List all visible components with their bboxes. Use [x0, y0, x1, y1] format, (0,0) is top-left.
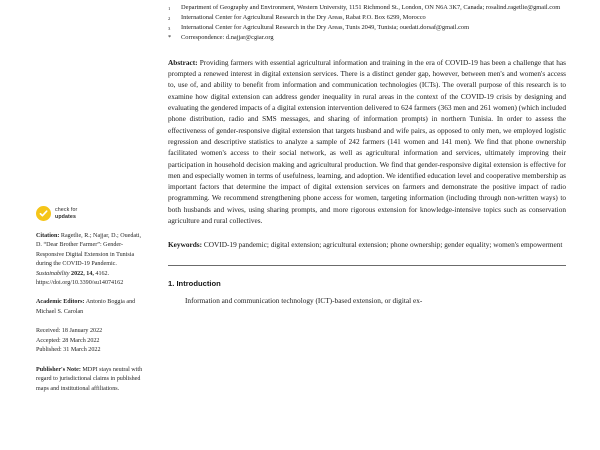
- updates-line-1: check for: [55, 207, 78, 214]
- abstract-text: Providing farmers with essential agricultural information and training in the era of COVID-19 has been a challenge that has prompted a renewed interest in digital extension services. There is a distinct gender gap, however, between men's and women's access to, use of, and ability to benefit from information and communication technologies (ICTs). The overall purpose of this research is to examine how digital extension can address gender inequality in rural areas in the context of the COVID-19 crisis by designing and evaluating the gendered impacts of a digital extension intervention delivered to 624 farmers (363 men and 261 women) (which included phone distribution, radio and SMS messages, and sharing of information prompts) in northern Tunisia. In order to assess the effectiveness of gender-responsive digital extension that targets husband and wife pairs, as opposed to only men, we employed logistic regression and descriptive statistics to analyze a sample of 242 farmers (141 women and 141 men). We find that phone ownership facilitated women's access to their social network, as well as agricultural information and services, ultimately improving their participation in household decision making and agricultural production. We find that gender-responsive digital extension is effective for men and especially women in terms of usefulness, learning, and adoption. We identified education level and cooperative membership as important factors that determine the impact of digital extension services on farmers and demonstrate the positive impact of radio programming. We recommend strengthening phone access for women, targeting information (including through non-written ways) to both husbands and wives, using sharing prompts, and more rigorous extension for knowledge-intensive topics such as conservation agriculture and rural collectives.: [168, 57, 566, 226]
- section-heading-introduction: 1. Introduction: [168, 278, 221, 288]
- affiliation-item: [168, 13, 566, 23]
- citation-doi[interactable]: 4162. https://doi.org/10.3390/su14074162: [36, 270, 124, 287]
- citation-authors: Ragetlie, R.; Najjar, D.; Ouedati, D. “Dear Brother Farmer”: Gender-Responsive Digital Extension in Tunisia during the COVID-19 Pandemic.: [36, 233, 142, 268]
- check-for-updates-label: [55, 207, 77, 219]
- sidebar: [36, 206, 148, 404]
- citation-journal: Sustainability: [36, 270, 70, 277]
- affiliations-list: [168, 3, 566, 43]
- abstract-section: [168, 57, 566, 226]
- publisher-note-label: Publisher's Note:: [36, 367, 81, 374]
- check-for-updates-badge[interactable]: [36, 206, 148, 221]
- academic-editors-names: Antonio Boggia and Michael S. Carolan: [36, 299, 136, 315]
- introduction-paragraph: Information and communication technology (ICT)-based extension, or digital ex-: [185, 295, 423, 305]
- check-circle-icon: [36, 206, 51, 221]
- keywords-text: COVID-19 pandemic; digital extension; agricultural extension; phone ownership; gender equality; women's empowerment: [202, 240, 563, 250]
- affiliation-marker: 2: [168, 15, 171, 21]
- affiliation-marker: 3: [168, 25, 171, 31]
- correspondence-item: [168, 33, 566, 43]
- affiliation-item: [168, 3, 566, 13]
- abstract-label: Abstract:: [168, 57, 198, 67]
- affiliation-text: International Center for Agricultural Research in the Dry Areas, Rabat P.O. Box 6299, Morocco: [181, 14, 426, 22]
- publisher-note-text: MDPI stays neutral with regard to jurisdictional claims in published maps and institutional affiliations.: [36, 367, 143, 392]
- date-received: Received: 18 January 2022: [36, 328, 103, 335]
- affiliation-item: [168, 23, 566, 33]
- updates-line-2: updates: [55, 213, 77, 220]
- date-accepted: Accepted: 28 March 2022: [36, 337, 100, 344]
- citation-block: [36, 232, 148, 288]
- date-published: Published: 31 March 2022: [36, 347, 101, 354]
- citation-year-volume: 2022, 14,: [69, 270, 94, 277]
- academic-editors-block: [36, 298, 148, 317]
- citation-label: Citation:: [36, 233, 60, 239]
- keywords-section: [168, 239, 566, 250]
- publisher-note-block: [36, 366, 148, 394]
- main-column: [168, 0, 566, 306]
- affiliation-text: Department of Geography and Environment, Western University, 1151 Richmond St., London, ON N6A 3K7, Canada; rosalind.ragetlie@gmail.com: [181, 4, 561, 11]
- affiliation-marker: 1: [168, 5, 171, 11]
- publication-dates-block: [36, 327, 148, 356]
- keywords-label: Keywords:: [168, 240, 203, 250]
- academic-editors-label: Academic Editors:: [36, 299, 85, 306]
- correspondence-text: Correspondence: d.najjar@cgiar.org: [181, 34, 274, 42]
- affiliation-text: International Center for Agricultural Research in the Dry Areas, Tunis 2049, Tunisia; ouedati.dorsaf@gmail.com: [181, 24, 470, 32]
- section-divider: [168, 265, 566, 266]
- correspondence-marker: *: [168, 34, 172, 42]
